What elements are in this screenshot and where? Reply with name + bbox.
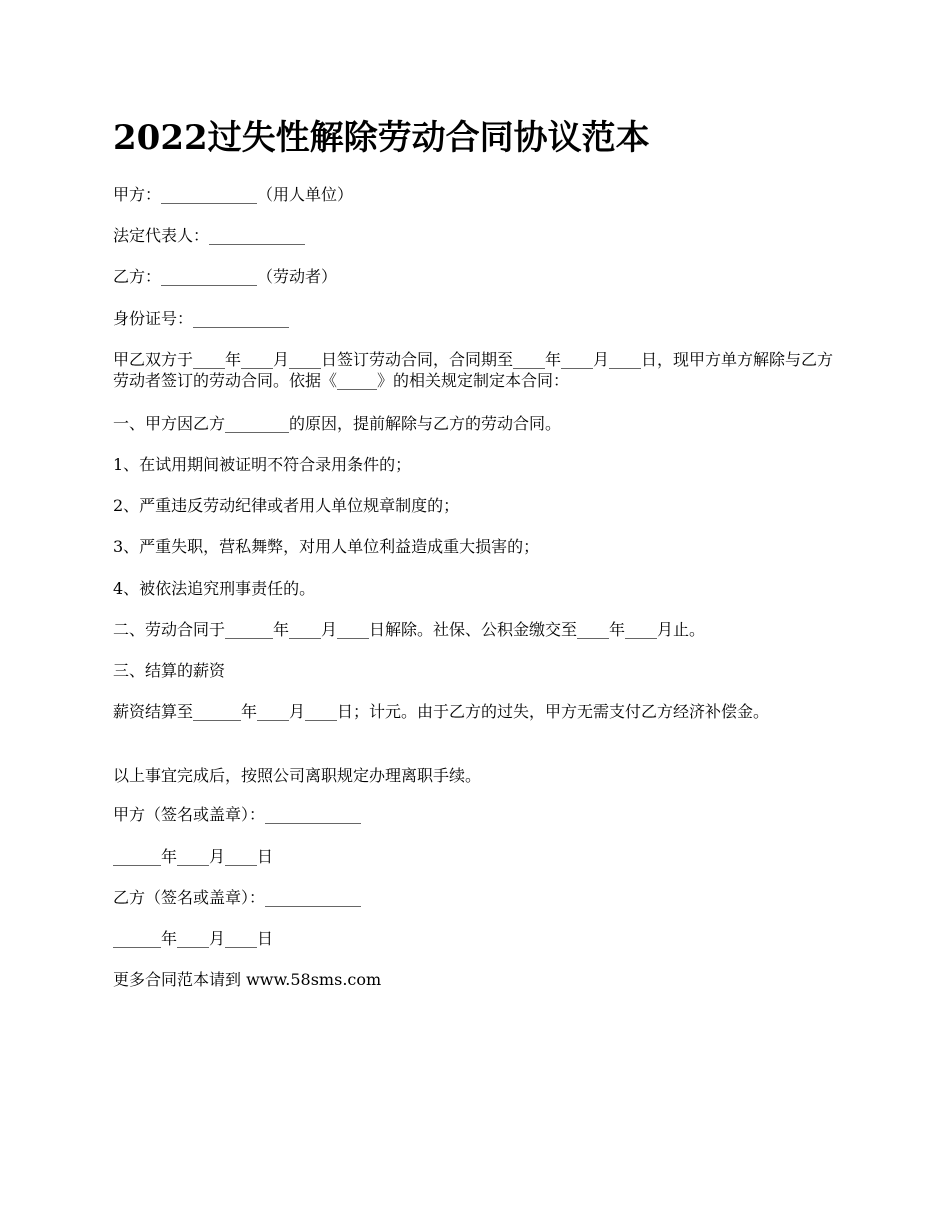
party-a-date-line: ______年____月____日 [113,847,274,866]
party-a-line: 甲方：____________（用人单位） [113,185,354,204]
clause-item-2: 2、严重违反劳动纪律或者用人单位规章制度的； [113,496,460,515]
party-b-line: 乙方：____________（劳动者） [113,267,338,286]
id-number-line: 身份证号：____________ [113,309,290,328]
clause-item-4: 4、被依法追究刑事责任的。 [113,579,316,598]
clause-item-1: 1、在试用期间被证明不符合录用条件的； [113,455,412,474]
section-two-paragraph: 二、劳动合同于______年____月____日解除。社保、公积金缴交至____年____月止。 [113,620,706,639]
section-three-heading: 三、结算的薪资 [113,661,226,680]
party-a-signature-line: 甲方（签名或盖章）：____________ [113,805,362,824]
handover-paragraph: 以上事宜完成后，按照公司离职规定办理离职手续。 [113,766,482,785]
clause-item-3: 3、严重失职，营私舞弊，对用人单位利益造成重大损害的； [113,537,540,556]
document-title: 2022过失性解除劳动合同协议范本 [113,118,650,158]
footer-website-line: 更多合同范本请到 www.58sms.com [113,970,382,989]
legal-representative-line: 法定代表人：____________ [113,226,306,245]
party-b-date-line: ______年____月____日 [113,929,274,948]
contract-intro-paragraph: 甲乙双方于____年____月____日签订劳动合同，合同期至____年____月____日，现甲方单方解除与乙方劳动者签订的劳动合同。依据《_____》的相关规定制定本合同： [113,350,834,390]
party-b-signature-line: 乙方（签名或盖章）：____________ [113,888,362,907]
section-one-heading: 一、甲方因乙方________的原因，提前解除与乙方的劳动合同。 [113,414,562,433]
salary-settlement-paragraph: 薪资结算至______年____月____日；计元。由于乙方的过失，甲方无需支付乙方经济补偿金。 [113,702,770,721]
